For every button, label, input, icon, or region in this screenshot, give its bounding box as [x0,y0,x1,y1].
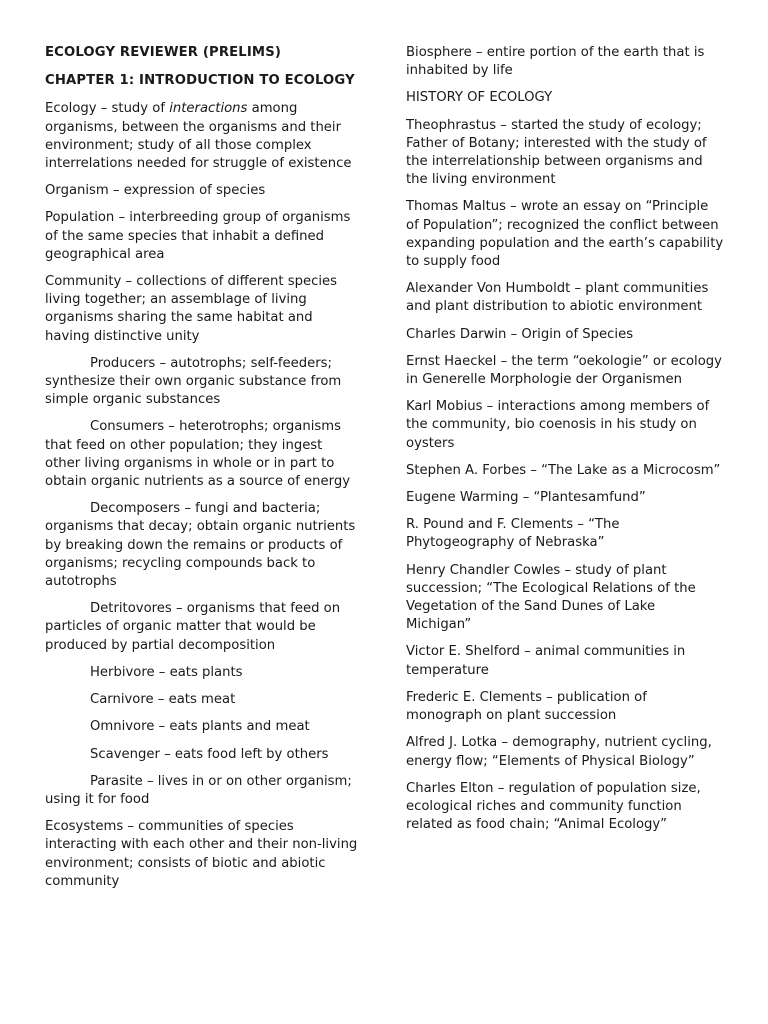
definition-community: Community – collections of different species living together; an assemblage of living organisms sharing the same habitat and having distinctive unity [45,274,337,344]
history-theophrastus: Theophrastus – started the study of ecology; Father of Botany; interested with the study of the interrelationship between organisms and the living environment [406,117,707,188]
history-clements: Frederic E. Clements – publication of monograph on plant succession [406,689,647,724]
history-darwin: Charles Darwin – Origin of Species [406,326,634,342]
definition-organism: Organism – expression of species [45,183,266,199]
definition-herbivore: Herbivore – eats plants [90,664,243,680]
emphasis-interactions: interactions [169,101,248,117]
section-heading-history: HISTORY OF ECOLOGY [406,90,553,106]
definition-detritovores: Detritovores – organisms that feed on particles of organic matter that would be produced by partial decomposition [45,601,341,653]
history-cowles: Henry Chandler Cowles – study of plant succession; “The Ecological Relations of the Vegetation of the Sand Dunes of Lake Michigan” [406,562,696,633]
definition-biosphere: Biosphere – entire portion of the earth that is inhabited by life [406,45,705,79]
history-haeckel: Ernst Haeckel – the term “oekologie” or ecology in Generelle Morphologie der Organismen [406,353,722,388]
left-column [45,44,361,900]
history-maltus: Thomas Maltus – wrote an essay on “Principle of Population”; recognized the conflict between expanding population and the earth’s capability to supply food [406,199,724,270]
history-humboldt: Alexander Von Humboldt – plant communities and plant distribution to abiotic environment [406,281,709,315]
document-title: ECOLOGY REVIEWER (PRELIMS) [45,45,282,60]
history-elton: Charles Elton – regulation of population size, ecological riches and community function related as food chain; “Animal Ecology” [406,780,701,833]
history-shelford: Victor E. Shelford – animal communities in temperature [406,644,686,678]
definition-decomposers: Decomposers – fungi and bacteria; organisms that decay; obtain organic nutrients by breaking down the remains or products of organisms; recycling compounds back to autotrophs [45,501,356,590]
definition-omnivore: Omnivore – eats plants and meat [90,719,310,735]
definition-carnivore: Carnivore – eats meat [90,692,236,708]
chapter-heading: CHAPTER 1: INTRODUCTION TO ECOLOGY [45,73,355,89]
right-column [406,44,724,843]
history-lotka: Alfred J. Lotka – demography, nutrient cycling, energy flow; “Elements of Physical Biology” [406,735,712,769]
definition-scavenger: Scavenger – eats food left by others [90,746,329,762]
definition-ecology: Ecology – study of interactions among organisms, between the organisms and their environment; study of all those complex interrelations needed for struggle of existence [45,101,352,172]
definition-ecosystems: Ecosystems – communities of species interacting with each other and their non-living environment; consists of biotic and abiotic community [45,819,358,889]
definition-parasite: Parasite – lives in or on other organism; using it for food [45,773,352,807]
history-mobius: Karl Mobius – interactions among members of the community, bio coenosis in his study on oysters [406,399,710,451]
history-warming: Eugene Warming – “Plantesamfund” [406,490,646,506]
history-pound: R. Pound and F. Clements – “The Phytogeography of Nebraska” [406,517,620,551]
history-forbes: Stephen A. Forbes – “The Lake as a Microcosm” [406,462,721,478]
definition-population: Population – interbreeding group of organisms of the same species that inhabit a defined geographical area [45,210,351,262]
definition-consumers: Consumers – heterotrophs; organisms that feed on other population; they ingest other living organisms in whole or in part to obtain organic nutrients as a source of energy [45,419,351,490]
definition-producers: Producers – autotrophs; self-feeders; synthesize their own organic substance from simple organic substances [45,355,342,408]
